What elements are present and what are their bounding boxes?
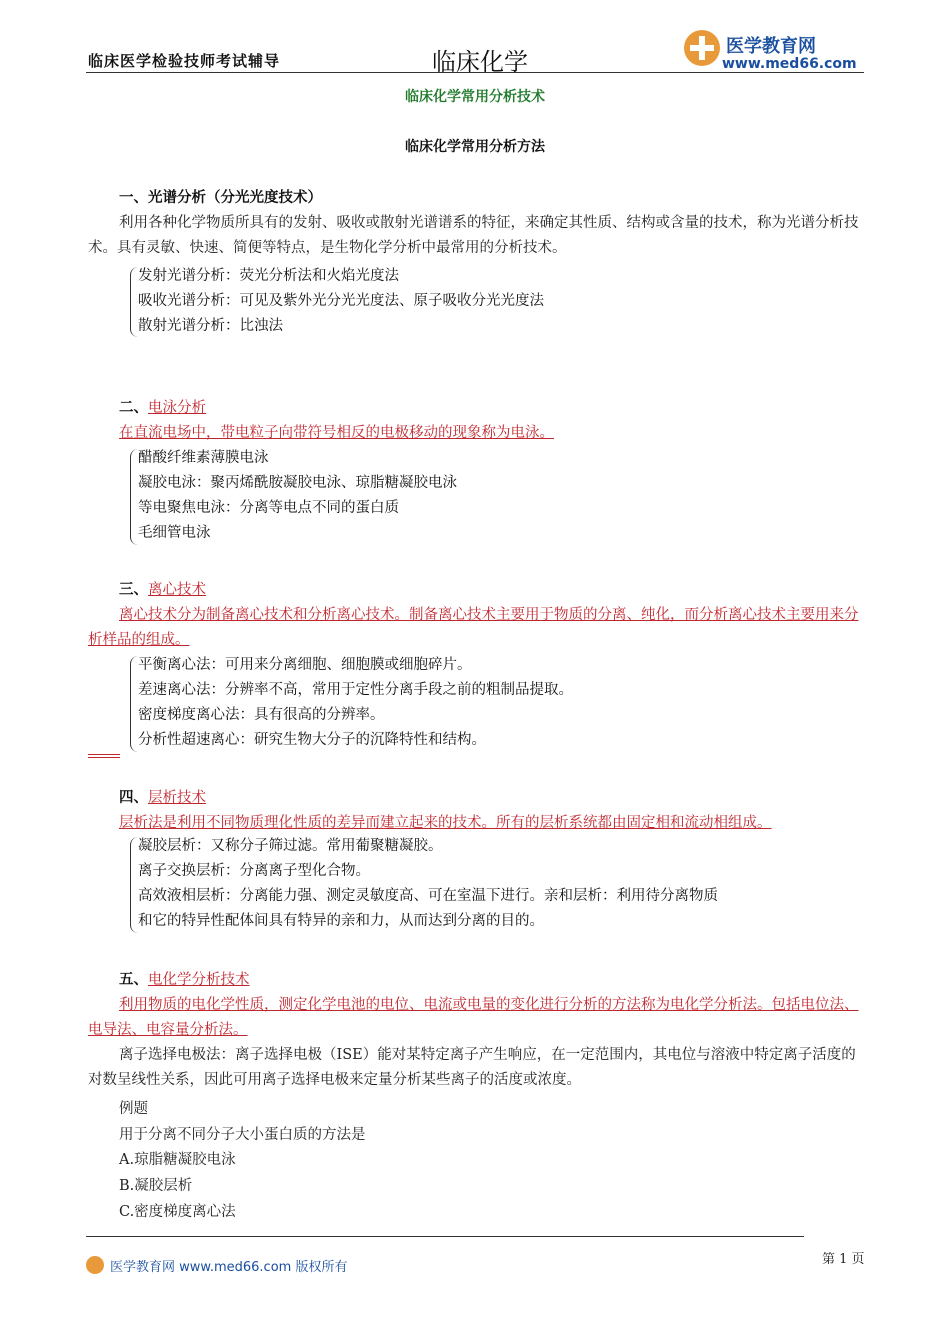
red-underline-mark — [88, 754, 120, 758]
section-para-3: 离心技术分为制备离心技术和分析离心技术。制备离心技术主要用于物质的分离、纯化，而分析离心技术主要用来分析样品的组成。 — [88, 607, 859, 648]
section-heading-5: 五、电化学分析技术 — [119, 972, 250, 988]
list-item: 离子交换层析：分离离子型化合物。 — [138, 863, 370, 879]
doc-title: 临床化学常用分析技术 — [405, 89, 545, 105]
list-item: 等电聚焦电泳：分离等电点不同的蛋白质 — [138, 500, 399, 516]
section-heading-4: 四、层析技术 — [119, 790, 206, 806]
example-option-c: C.密度梯度离心法 — [119, 1204, 236, 1220]
section-list-4 — [130, 834, 718, 934]
example-question: 用于分离不同分子大小蛋白质的方法是 — [119, 1127, 366, 1143]
list-item: 和它的特异性配体间具有特异的亲和力，从而达到分离的目的。 — [138, 913, 544, 929]
example-option-b: B.凝胶层析 — [119, 1178, 193, 1194]
list-item: 散射光谱分析：比浊法 — [138, 318, 283, 334]
list-item: 醋酸纤维素薄膜电泳 — [138, 450, 269, 466]
section-heading-3: 三、离心技术 — [119, 582, 206, 598]
example-label: 例题 — [119, 1101, 148, 1117]
section-list-3 — [130, 653, 573, 753]
logo-name: 医学教育网 — [726, 36, 816, 57]
list-item: 密度梯度离心法：具有很高的分辨率。 — [138, 707, 385, 723]
list-item: 吸收光谱分析：可见及紫外光分光光度法、原子吸收分光光度法 — [138, 293, 544, 309]
logo-url: www.med66.com — [722, 56, 857, 72]
section-list-2 — [130, 446, 457, 546]
sub-title: 临床化学常用分析方法 — [405, 139, 545, 155]
brand-logo — [684, 30, 866, 76]
header-rule — [86, 72, 864, 73]
section-heading-2: 二、电泳分析 — [119, 400, 206, 416]
list-item: 平衡离心法：可用来分离细胞、细胞膜或细胞碎片。 — [138, 657, 472, 673]
header-left-text: 临床医学检验技师考试辅导 — [88, 52, 281, 70]
list-item: 毛细管电泳 — [138, 525, 211, 541]
section-para-4: 层析法是利用不同物质理化性质的差异而建立起来的技术。所有的层析系统都由固定相和流动相组成。 — [119, 815, 772, 831]
footer-copyright: 医学教育网 www.med66.com 版权所有 — [110, 1260, 348, 1275]
header-title: 临床化学 — [432, 48, 528, 76]
list-item: 凝胶电泳：聚丙烯酰胺凝胶电泳、琼脂糖凝胶电泳 — [138, 475, 457, 491]
section-para-2: 在直流电场中，带电粒子向带符号相反的电极移动的现象称为电泳。 — [119, 425, 554, 441]
example-option-a: A.琼脂糖凝胶电泳 — [119, 1152, 236, 1168]
list-item: 分析性超速离心：研究生物大分子的沉降特性和结构。 — [138, 732, 486, 748]
section-para-5: 利用物质的电化学性质，测定化学电池的电位、电流或电量的变化进行分析的方法称为电化学分析法。包括电位法、电导法、电容量分析法。 — [88, 997, 859, 1038]
footer-logo-icon — [86, 1256, 104, 1274]
list-item: 发射光谱分析：荧光分析法和火焰光度法 — [138, 268, 399, 284]
list-item: 凝胶层析：又称分子筛过滤。常用葡聚糖凝胶。 — [138, 838, 443, 854]
list-item: 高效液相层析：分离能力强、测定灵敏度高、可在室温下进行。亲和层析：利用待分离物质 — [138, 888, 718, 904]
footer-rule — [86, 1236, 804, 1237]
page-number: 第 1 页 — [822, 1252, 865, 1267]
list-item: 差速离心法：分辨率不高，常用于定性分离手段之前的粗制品提取。 — [138, 682, 573, 698]
section-heading-1: 一、光谱分析（分光光度技术） — [119, 190, 322, 206]
section-list-1 — [130, 264, 544, 339]
ise-paragraph: 离子选择电极法：离子选择电极（ISE）能对某特定离子产生响应，在一定范围内，其电位与溶液中特定离子活度的对数呈线性关系，因此可用离子选择电极来定量分析某些离子的活度或浓度。 — [88, 1047, 856, 1088]
section-para-1: 利用各种化学物质所具有的发射、吸收或散射光谱谱系的特征，来确定其性质、结构或含量的技术，称为光谱分析技术。具有灵敏、快速、简便等特点，是生物化学分析中最常用的分析技术。 — [88, 215, 859, 256]
